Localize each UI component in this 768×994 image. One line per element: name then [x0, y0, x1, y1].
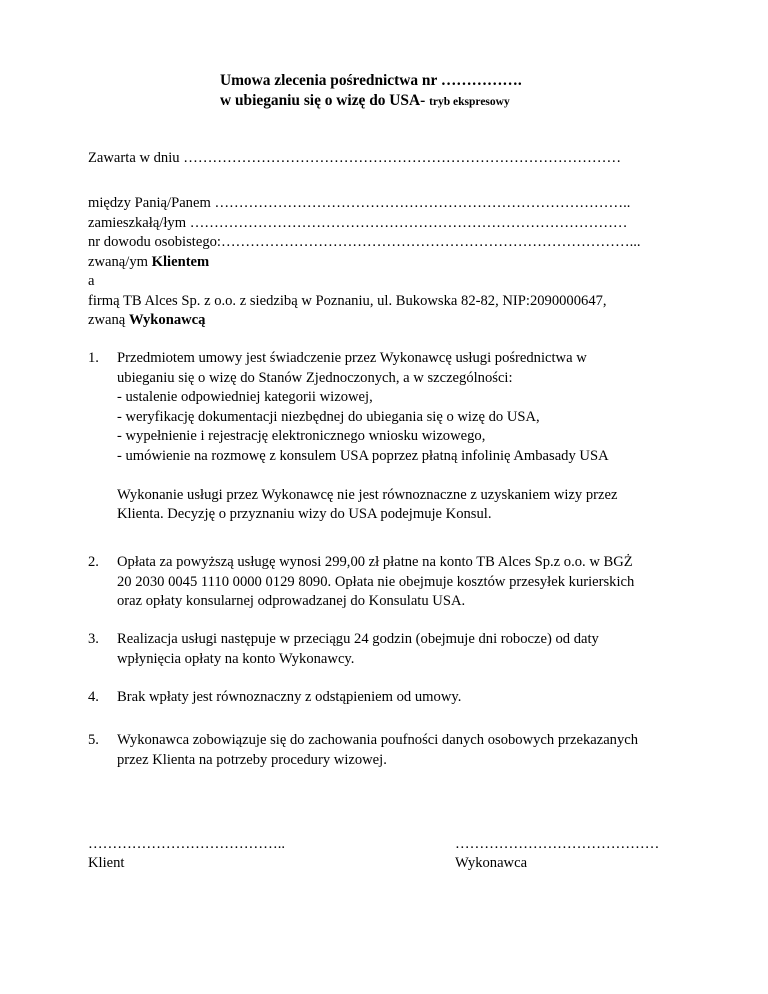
title-line-2-mode: tryb ekspresowy — [429, 96, 510, 108]
clause-note-line: Klienta. Decyzję o przyznaniu wizy do USA podejmuje Konsul. — [117, 506, 492, 523]
clause-number: 1. — [88, 350, 99, 366]
clause-line: Brak wpłaty jest równoznaczny z odstąpieniem od umowy. — [117, 689, 462, 705]
clause-note-line: Wykonanie usługi przez Wykonawcę nie jest równoznaczne z uzyskaniem wizy przez — [117, 486, 618, 503]
clause-line: ubieganiu się o wizę do Stanów Zjednoczonych, a w szczególności: — [117, 369, 513, 386]
client-signature-label: Klient — [88, 855, 125, 871]
clause-line: Wykonawca zobowiązuje się do zachowania poufności danych osobowych przekazanych — [117, 732, 639, 748]
clause-body — [117, 349, 688, 525]
address-line: zamieszkałą/łym ……………………………………………………………………………… — [88, 214, 628, 231]
clause-number: 2. — [88, 554, 99, 570]
contractor-signature-label: Wykonawca — [455, 855, 528, 871]
clause-body — [117, 731, 688, 770]
clause-line: oraz opłaty konsularnej odprowadzanej do Konsulatu USA. — [117, 593, 466, 610]
contractor-prefix: zwaną — [88, 312, 126, 328]
clause-1 — [88, 349, 688, 525]
title-line-2-main: w ubieganiu się o wizę do USA- — [220, 92, 426, 109]
clause-line: przez Klienta na potrzeby procedury wizowej. — [117, 751, 387, 768]
client-prefix: zwaną/ym — [88, 253, 148, 270]
clause-line: - umówienie na rozmowę z konsulem USA poprzez płatną infolinię Ambasady USA — [117, 447, 609, 464]
company-line: firmą TB Alces Sp. z o.o. z siedzibą w Poznaniu, ul. Bukowska 82-82, NIP:2090000647, — [88, 292, 607, 309]
clause-line: Opłata za powyższą usługę wynosi 299,00 zł płatne na konto TB Alces Sp.z o.o. w BGŻ — [117, 554, 633, 570]
clause-4 — [88, 688, 688, 708]
client-signature-line: ………………………………….. — [88, 836, 286, 852]
date-line: Zawarta w dniu ……………………………………………………………………………… — [88, 150, 622, 166]
and-line: a — [88, 273, 95, 289]
contractor-designation — [88, 311, 205, 331]
clause-line: Realizacja usługi następuje w przeciągu 24 godzin (obejmuje dni robocze) od daty — [117, 631, 599, 647]
clause-line: - wypełnienie i rejestrację elektronicznego wniosku wizowego, — [117, 428, 486, 445]
title-line-2 — [220, 91, 522, 112]
clause-3 — [88, 630, 688, 669]
clause-line: wpłynięcia opłaty na konto Wykonawcy. — [117, 650, 355, 667]
id-number-line: nr dowodu osobistego:…………………………………………………………………………... — [88, 234, 641, 250]
document-title — [220, 71, 522, 112]
clause-line: - weryfikację dokumentacji niezbędnej do ubiegania się o wizę do USA, — [117, 408, 540, 425]
clause-number: 4. — [88, 689, 99, 705]
clause-5 — [88, 731, 688, 770]
contractor-name: Wykonawcą — [128, 312, 206, 328]
clause-line: - ustalenie odpowiedniej kategorii wizowej, — [117, 389, 373, 406]
clause-body — [117, 688, 688, 708]
client-name: Klientem — [151, 253, 210, 270]
clause-number: 3. — [88, 631, 99, 647]
title-line-1: Umowa zlecenia pośrednictwa nr ……………. — [220, 72, 522, 89]
between-line: między Panią/Panem ………………………………………………………………………….. — [88, 195, 631, 211]
clause-body — [117, 630, 688, 669]
clause-2 — [88, 553, 688, 612]
clause-line: 20 2030 0045 1110 0000 0129 8090. Opłata nie obejmuje kosztów przesyłek kurierskich — [117, 573, 635, 590]
contractor-signature-line: …………………………………… — [455, 836, 660, 852]
clause-number: 5. — [88, 732, 99, 748]
client-designation — [88, 253, 209, 273]
spacer — [117, 467, 688, 486]
clause-line: Przedmiotem umowy jest świadczenie przez Wykonawcę usługi pośrednictwa w — [117, 350, 587, 366]
clause-body — [117, 553, 688, 612]
